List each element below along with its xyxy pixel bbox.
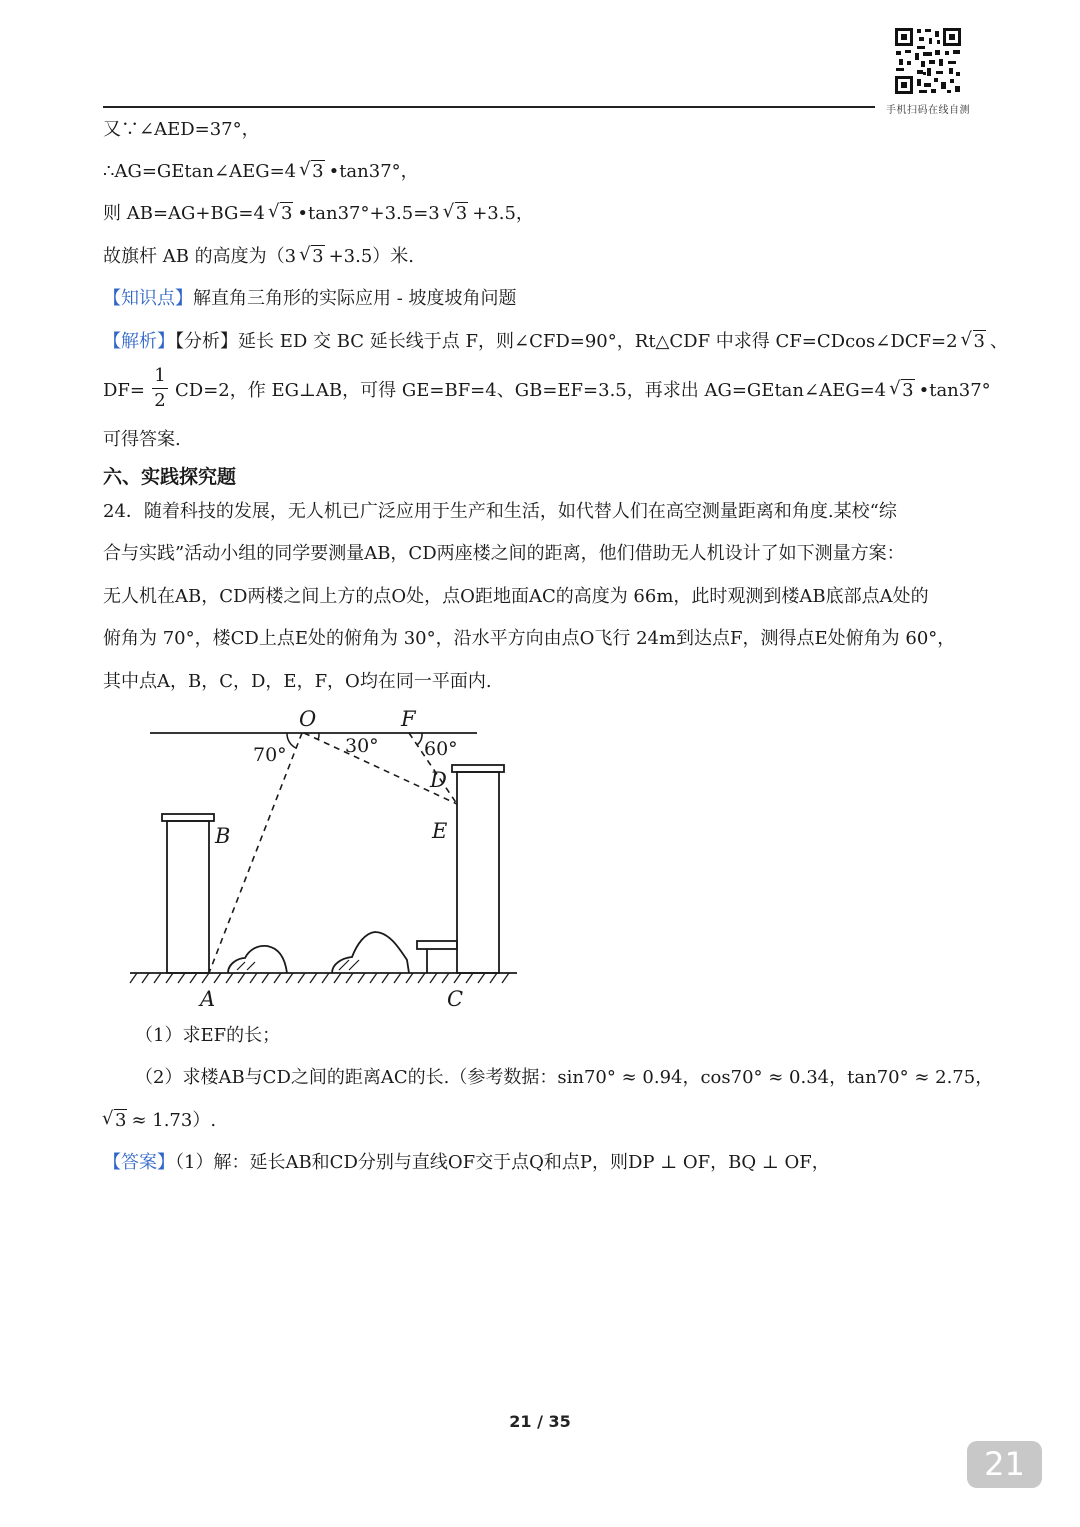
solution-line-1: 又∵∠AED=37°， (103, 119, 260, 140)
label-o: O (299, 707, 317, 731)
angle-label-60: 60° (424, 738, 458, 760)
sight-line-oa (209, 733, 302, 973)
answer-line: 【答案】（1）解：延长AB和CD分别与直线OF交于点Q和点P，则DP ⊥ OF，BQ ⊥ OF， (103, 1152, 830, 1173)
building-cd (457, 772, 499, 973)
analysis-line-3: 可得答案. (103, 429, 181, 450)
rock-right (332, 932, 409, 973)
solution-line-2: ∴AG=GEtan∠AEG=4√ 3 •tan37°， (103, 160, 419, 184)
label-d: D (430, 768, 447, 792)
angle-arc-70 (287, 733, 296, 748)
qr-code-icon[interactable] (893, 26, 963, 96)
angle-arc-60 (417, 733, 422, 745)
sqrt-symbol: √ 3 (103, 1109, 127, 1133)
analysis-line-1: 【解析】【分析】延长 ED 交 BC 延长线于点 F，则∠CFD=90°，Rt△CDF 中求得 CF=CDcos∠DCF=2√ 3 、 (103, 330, 1008, 354)
rock-left (228, 946, 287, 973)
sqrt-symbol: √ 3 (269, 202, 293, 226)
building-cd-annex (417, 941, 457, 949)
knowledge-tag: 【知识点】 (103, 288, 193, 309)
problem-line-1: 24．随着科技的发展，无人机已广泛应用于生产和生活，如代替人们在高空测量距离和角度.某校“综 (103, 501, 897, 522)
qr-caption: 手机扫码在线自测 (886, 105, 970, 116)
analysis-line-2: DF= CD=2，作 EG⊥AB，可得 GE=BF=4、GB=EF=3.5，再求出 AG=GEtan∠AEG=4√ 3 •tan37° (103, 379, 991, 403)
sqrt-symbol: √ 3 (444, 202, 468, 226)
angle-arc-30 (318, 733, 319, 740)
section-title: 六、实践探究题 (103, 466, 237, 488)
sqrt-symbol: √ 3 (890, 379, 914, 403)
problem-line-5: 其中点A，B，C，D，E，F，O均在同一平面内. (103, 671, 492, 692)
building-cd-roof (452, 765, 504, 772)
angle-label-30: 30° (345, 735, 379, 757)
header-divider (103, 106, 875, 108)
problem-line-4: 俯角为 70°，楼CD上点E处的俯角为 30°，沿水平方向由点O飞行 24m到达点F，测得点E处俯角为 60°， (103, 628, 956, 649)
question-1: （1）求EF的长； (135, 1025, 281, 1046)
label-a: A (200, 987, 216, 1011)
building-ab (167, 821, 209, 973)
fraction-one-half: 1 2 (152, 365, 168, 412)
question-2: （2）求楼AB与CD之间的距离AC的长.（参考数据：sin70° ≈ 0.94，cos70° ≈ 0.34，tan70° ≈ 2.75， (135, 1067, 994, 1088)
analysis-tag: 【解析】 (103, 331, 175, 352)
sqrt-symbol: √ 3 (300, 245, 324, 269)
label-c: C (447, 987, 464, 1011)
page-number: 21 / 35 (509, 1412, 571, 1431)
angle-label-70: 70° (253, 744, 287, 766)
question-2-cont: √ 3 ≈ 1.73）. (103, 1109, 216, 1133)
solution-conclusion: 故旗杆 AB 的高度为（3√ 3 +3.5）米. (103, 245, 414, 269)
solution-line-3: 则 AB=AG+BG=4√ 3 •tan37°+3.5=3√ 3 +3.5， (103, 202, 534, 226)
label-b: B (215, 824, 231, 848)
label-f: F (401, 707, 416, 731)
answer-tag: 【答案】 (103, 1152, 175, 1173)
label-e: E (432, 819, 448, 843)
geometry-figure (127, 700, 527, 1020)
knowledge-point: 【知识点】解直角三角形的实际应用 - 坡度坡角问题 (103, 288, 517, 309)
problem-line-2: 合与实践”活动小组的同学要测量AB，CD两座楼之间的距离，他们借助无人机设计了如下测量方案： (103, 543, 905, 564)
sqrt-symbol: √ 3 (962, 330, 986, 354)
ground-hatching (130, 973, 509, 983)
problem-line-3: 无人机在AB，CD两楼之间上方的点O处，点O距地面AC的高度为 66m，此时观测到楼AB底部点A处的 (103, 586, 929, 607)
building-ab-roof (162, 814, 214, 821)
sqrt-symbol: √ 3 (300, 160, 324, 184)
page-badge[interactable]: 21 (967, 1441, 1042, 1488)
